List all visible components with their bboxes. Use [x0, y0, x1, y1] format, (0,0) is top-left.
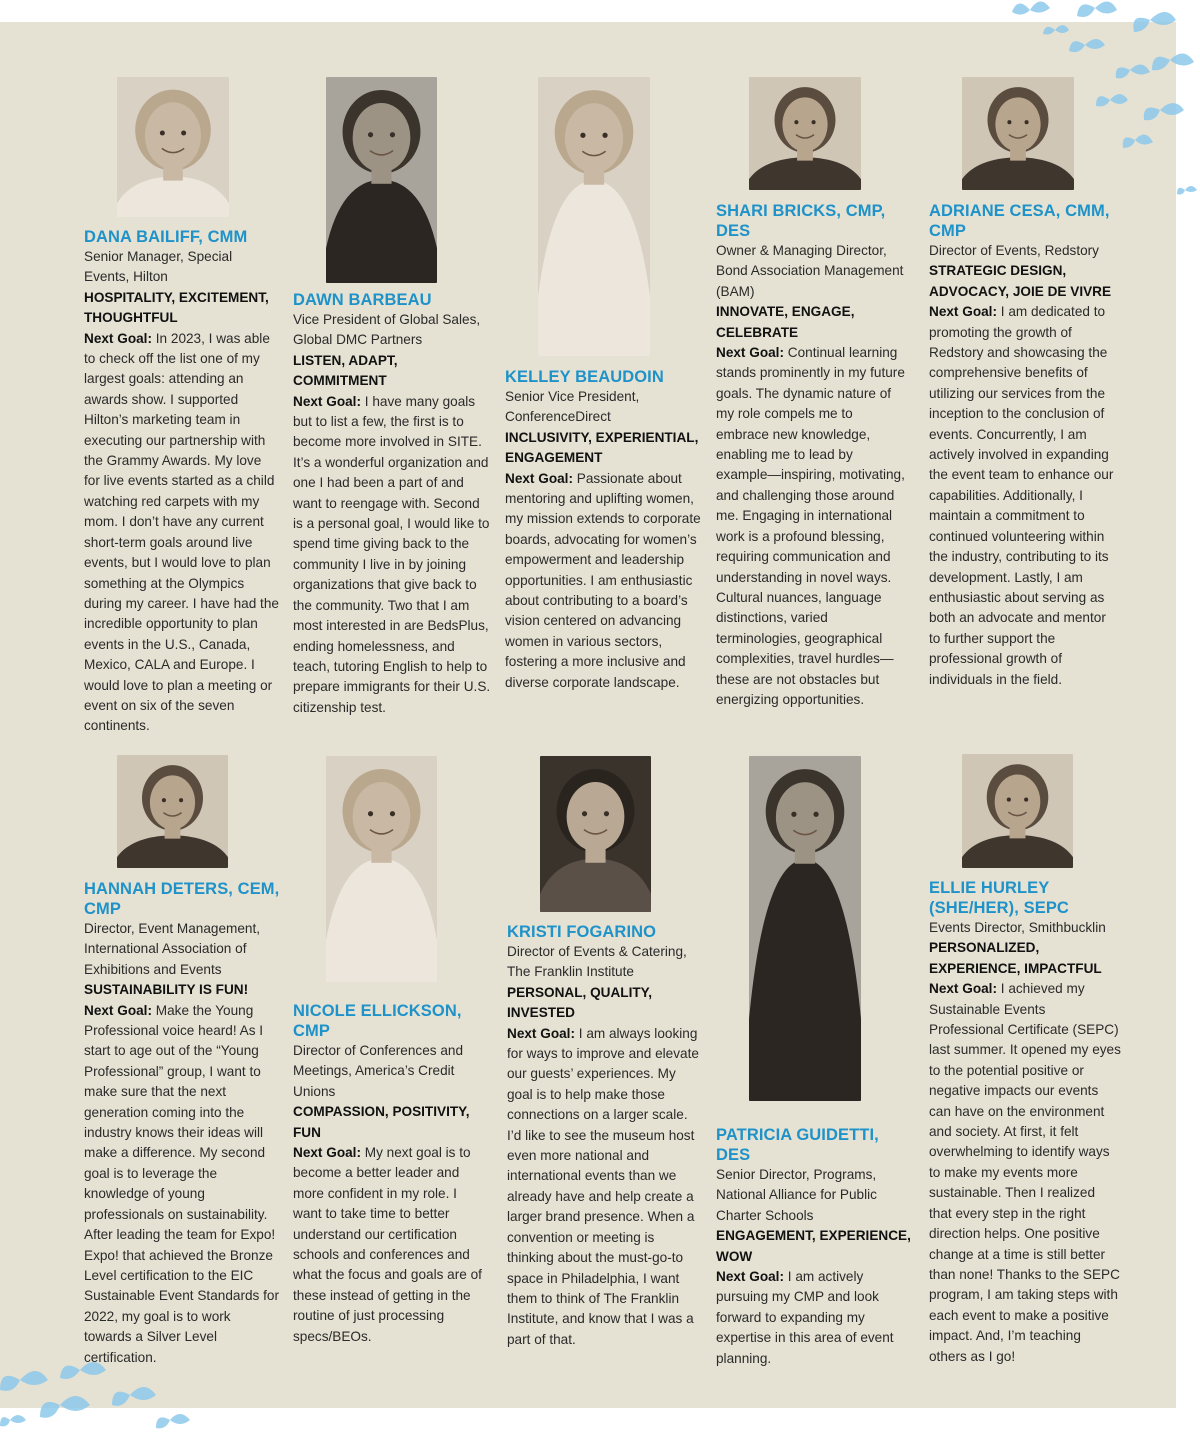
profile-shari-bricks — [716, 201, 906, 710]
portrait-face — [145, 102, 201, 169]
portrait-eye-left — [580, 133, 585, 138]
profile-goal: Next Goal: Continual learning stands prominently in my future goals. The dynamic nature of my role compels me to embrace new knowledge, enabling me to lead by example—inspiring, motivating, and challenging those around me. Engaging in international work is a profound blessing, requiring communication and understanding in novel ways. Cultural nuances, language distinctions, varied terminologies, geographical complexities, travel hurdles—these are not obstacles but energizing opportunities. — [716, 345, 905, 707]
profile-adriane-cesa — [929, 201, 1119, 690]
profile-title: Owner & Managing Director, Bond Association Management (BAM) — [716, 243, 904, 299]
profile-traits: SUSTAINABILITY IS FUN! — [84, 982, 249, 998]
portrait-face — [353, 782, 411, 851]
portrait-eye-right — [179, 798, 183, 802]
portrait-face — [150, 775, 195, 829]
portrait-image — [962, 77, 1074, 190]
portrait-image — [117, 77, 229, 217]
profile-title: Events Director, Smithbucklin — [929, 920, 1106, 935]
profile-name: KELLEY BEAUDOIN — [505, 368, 664, 386]
profile-traits: INCLUSIVITY, EXPERIENTIAL, ENGAGEMENT — [505, 429, 699, 466]
portrait-eye-left — [791, 812, 796, 817]
photo-ellie-hurley — [962, 754, 1073, 868]
photo-kristi-fogarino — [540, 756, 651, 912]
portrait-eye-right — [1025, 120, 1029, 124]
profile-patricia-guidetti — [716, 1125, 912, 1369]
profile-goal: Next Goal: Passionate about mentoring and uplifting women, my mission extends to corporate boards, advocating for women’s empowerment and leadership opportunities. I am enthusiastic about contributing to a board’s vision centered on advancing women in various sectors, fostering a more inclusive and diverse corporate landscape. — [505, 470, 701, 690]
profile-hannah-deters — [84, 879, 280, 1368]
profile-traits: HOSPITALITY, EXCITEMENT, THOUGHTFUL — [84, 289, 269, 326]
portrait-eye-left — [1007, 798, 1011, 802]
photo-kelley-beaudoin — [538, 77, 650, 356]
profile-title: Director, Event Management, International Association of Exhibitions and Events — [84, 921, 261, 977]
profile-name: ELLIE HURLEY (SHE/HER), SEPC — [929, 879, 1069, 917]
portrait-image — [749, 77, 861, 190]
photo-patricia-guidetti — [749, 756, 861, 1101]
profile-name: KRISTI FOGARINO — [507, 923, 657, 941]
profile-goal: Next Goal: My next goal is to become a better leader and more confident in my role. I want to take time to better understand our certification schools and conferences and what the focus and goals are of these instead of getting in the routine of just processing specs/BEOs. — [293, 1145, 482, 1344]
profile-goal: Next Goal: I am actively pursuing my CMP and look forward to expanding my expertise in this area of event planning. — [716, 1269, 894, 1366]
photo-nicole-ellickson — [326, 756, 437, 982]
portrait-eye-left — [368, 132, 373, 137]
profile-title: Senior Director, Programs, National Alliance for Public Charter Schools — [716, 1167, 877, 1223]
profile-title: Director of Events & Catering, The Franklin Institute — [507, 944, 687, 980]
portrait-eye-right — [181, 130, 186, 135]
profile-dana-bailiff — [84, 227, 280, 737]
profile-name: DANA BAILIFF, CMM — [84, 228, 248, 246]
profile-dawn-barbeau — [293, 290, 491, 718]
profile-name: PATRICIA GUIDETTI, DES — [716, 1126, 879, 1164]
profile-name: NICOLE ELLICKSON, CMP — [293, 1002, 462, 1040]
portrait-eye-left — [160, 130, 165, 135]
portrait-eye-left — [794, 120, 798, 124]
profile-goal: Next Goal: I am dedicated to promoting the growth of Redstory and showcasing the comprehensive benefits of utilizing our services from the inception to the conclusion of events. Concurrently, I am actively involved in expanding the event team to enhance our capabilities. Additionally, I maintain a commitment to continued volunteering within the industry, contributing to its development. Lastly, I am enthusiastic about serving as both an advocate and mentor to further support the professional growth of individuals in the field. — [929, 304, 1114, 687]
portrait-eye-right — [1024, 798, 1028, 802]
profile-traits: PERSONAL, QUALITY, INVESTED — [507, 984, 653, 1021]
portrait-image — [326, 77, 437, 283]
portrait-eye-left — [368, 811, 373, 816]
portrait-face — [995, 775, 1041, 830]
portrait-eye-right — [604, 811, 609, 816]
photo-hannah-deters — [117, 755, 228, 868]
photo-dana-bailiff — [117, 77, 229, 217]
portrait-eye-left — [162, 798, 166, 802]
profile-title: Senior Vice President, ConferenceDirect — [505, 389, 640, 425]
profile-traits: COMPASSION, POSITIVITY, FUN — [293, 1104, 470, 1140]
portrait-eye-right — [390, 811, 395, 816]
profile-name: SHARI BRICKS, CMP, DES — [716, 202, 886, 240]
profile-name: ADRIANE CESA, CMM, CMP — [929, 202, 1110, 240]
photo-shari-bricks — [749, 77, 861, 190]
profile-traits: PERSONALIZED, EXPERIENCE, IMPACTFUL — [929, 940, 1102, 976]
profile-goal: Next Goal: In 2023, I was able to check off the list one of my largest goals: attending an awards show. I supported Hilton’s marketing team in executing our partnership with the Grammy Awards. My love for live events started as a child watching red carpets with my mom. I don’t have any current short-term goals around live events, but I would love to plan something at the Olympics during my career. I have had the incredible opportunity to plan events in the U.S., Canada, Mexico, CALA and Europe. I would love to plan a meeting or event on six of the seven continents. — [84, 330, 279, 734]
profile-traits: ENGAGEMENT, EXPERIENCE, WOW — [716, 1228, 911, 1264]
portrait-image — [540, 756, 651, 912]
portrait-face — [565, 103, 623, 173]
profile-title: Vice President of Global Sales, Global DMC Partners — [293, 312, 481, 348]
profile-goal: Next Goal: Make the Young Professional voice heard! As I start to age out of the “Young Professional” group, I want to make sure that the next generation coming into the industry knows their ideas will make a difference. My second goal is to leverage the knowledge of young professionals on sustainability. After leading the team for Expo! Expo! that achieved the Bronze Level certification to the EIC Sustainable Event Standards for 2022, my goal is to work towards a Silver Level certification. — [84, 1002, 279, 1365]
portrait-eye-left — [1007, 120, 1011, 124]
profile-nicole-ellickson — [293, 1001, 489, 1347]
portrait-image — [326, 756, 437, 982]
profile-title: Director of Events, Redstory — [929, 243, 1099, 258]
portrait-eye-left — [582, 811, 587, 816]
portrait-face — [567, 782, 625, 851]
portrait-eye-right — [602, 133, 607, 138]
portrait-eye-right — [813, 812, 818, 817]
portrait-eye-right — [812, 120, 816, 124]
profile-title: Director of Conferences and Meetings, America’s Credit Unions — [293, 1043, 464, 1099]
profile-traits: STRATEGIC DESIGN, ADVOCACY, JOIE DE VIVRE — [929, 263, 1112, 299]
portrait-face — [776, 782, 834, 852]
profile-name: HANNAH DETERS, CEM, CMP — [84, 880, 280, 918]
photo-adriane-cesa — [962, 77, 1074, 190]
profile-ellie-hurley — [929, 878, 1121, 1367]
portrait-eye-right — [390, 132, 395, 137]
portrait-face — [995, 97, 1040, 151]
profile-goal: Next Goal: I am always looking for ways to improve and elevate our guests’ experiences. My goal is to help make those connections on a larger scale. I’d like to see the museum host even more national and international events than we already have and help create a larger brand presence. When a convention or meeting is thinking about the must-go-to space in Philadelphia, I want them to think of The Franklin Institute, and know that I was a part of that. — [507, 1025, 699, 1347]
profile-kristi-fogarino — [507, 922, 703, 1350]
portrait-face — [353, 103, 411, 172]
profile-traits: INNOVATE, ENGAGE, CELEBRATE — [716, 304, 855, 340]
portrait-face — [782, 97, 827, 151]
profile-goal: Next Goal: I achieved my Sustainable Events Professional Certificate (SEPC) last summer. It opened my eyes to the potential positive or negative impacts our events can have on the environment and society. At first, it felt overwhelming to identify ways to make my events more sustainable. Then I realized that every step in the right direction helps. One positive change at a time is still better than none! Thanks to the SEPC program, I am taking steps with each event to make a positive impact. And, I’m teaching others as I go! — [929, 981, 1121, 1364]
profile-title: Senior Manager, Special Events, Hilton — [84, 249, 233, 285]
photo-dawn-barbeau — [326, 77, 437, 283]
profile-goal: Next Goal: I have many goals but to list a few, the first is to become more involved in SITE. It’s a wonderful organization and one I had been a part of and want to reengage with. Second is a personal goal, I would like to spend time giving back to the community I live in by joining organizations that give back to the community. Two that I am most interested in are BedsPlus, ending homelessness, and teach, tutoring English to help to prepare immigrants for their U.S. citizenship test. — [293, 393, 491, 715]
profile-kelley-beaudoin — [505, 367, 703, 693]
profile-traits: LISTEN, ADAPT, COMMITMENT — [293, 352, 398, 389]
profile-name: DAWN BARBEAU — [293, 291, 432, 309]
portrait-image — [962, 754, 1073, 868]
portrait-image — [117, 755, 228, 868]
portrait-image — [749, 756, 861, 1101]
portrait-image — [538, 77, 650, 356]
